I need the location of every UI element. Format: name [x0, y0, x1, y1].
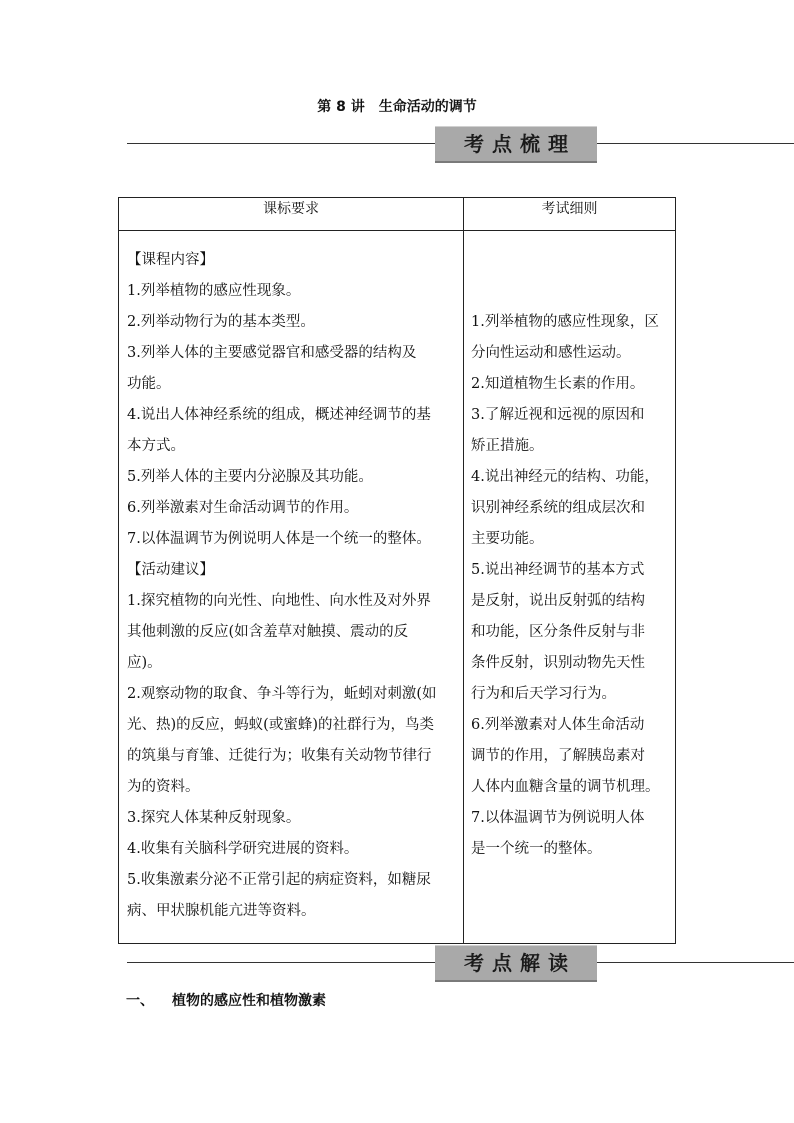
- curriculum-line: 4.收集有关脑科学研究进展的资料。: [127, 841, 359, 857]
- exam-detail-line: 调节的作用，了解胰岛素对: [471, 748, 645, 764]
- exam-detail-line: 7.以体温调节为例说明人体: [471, 810, 645, 826]
- curriculum-line: 本方式。: [127, 438, 185, 454]
- exam-detail-line: 4.说出神经元的结构、功能，: [471, 469, 659, 485]
- exam-detail-line: 条件反射，识别动物先天性: [471, 655, 645, 671]
- header-exam-details: 考试细则: [464, 198, 676, 231]
- curriculum-line: 2.观察动物的取食、争斗等行为，蚯蚓对刺激(如: [127, 686, 437, 702]
- curriculum-line: 1.探究植物的向光性、向地性、向水性及对外界: [127, 593, 431, 609]
- curriculum-line: 2.列举动物行为的基本类型。: [127, 314, 315, 330]
- exam-details-list: [464, 231, 675, 865]
- banner-kaodian-jiedu: 考点解读: [435, 945, 597, 982]
- curriculum-line: 其他刺激的反应(如含羞草对触摸、震动的反: [127, 624, 409, 640]
- table-header-row: [119, 198, 676, 231]
- exam-detail-line: 3.了解近视和远视的原因和: [471, 407, 645, 423]
- curriculum-line: 6.列举激素对生命活动调节的作用。: [127, 500, 359, 516]
- exam-detail-line: 行为和后天学习行为。: [471, 686, 616, 702]
- curriculum-line: 5.列举人体的主要内分泌腺及其功能。: [127, 469, 373, 485]
- banner-rule-left-bottom: [127, 962, 435, 963]
- curriculum-line: 7.以体温调节为例说明人体是一个统一的整体。: [127, 531, 431, 547]
- curriculum-line: 应)。: [127, 655, 162, 671]
- curriculum-line: 光、热)的反应，蚂蚁(或蜜蜂)的社群行为，鸟类: [127, 717, 434, 733]
- exam-detail-line: 2.知道植物生长素的作用。: [471, 376, 645, 392]
- page-title: 第 8 讲 生命活动的调节: [317, 99, 477, 115]
- curriculum-line: 病、甲状腺机能亢进等资料。: [127, 903, 316, 919]
- exam-detail-line: 1.列举植物的感应性现象，区: [471, 314, 659, 330]
- curriculum-list: [119, 231, 463, 927]
- section-number: 一、: [126, 993, 154, 1009]
- banner-rule-left-top: [127, 143, 435, 144]
- curriculum-line: 【活动建议】: [127, 562, 214, 578]
- section-heading: [126, 990, 326, 1010]
- banner-rule-right-top: [597, 143, 794, 144]
- exam-detail-line: 分向性运动和感性运动。: [471, 345, 631, 361]
- curriculum-line: 为的资料。: [127, 779, 200, 795]
- curriculum-line: 3.列举人体的主要感觉器官和感受器的结构及: [127, 345, 417, 361]
- curriculum-line: 3.探究人体某种反射现象。: [127, 810, 301, 826]
- banner-kaodian-shuli: 考点梳理: [435, 126, 597, 163]
- exam-detail-line: 矫正措施。: [471, 438, 544, 454]
- exam-detail-line: 是一个统一的整体。: [471, 841, 602, 857]
- exam-detail-line: 识别神经系统的组成层次和: [471, 500, 645, 516]
- exam-detail-line: 和功能，区分条件反射与非: [471, 624, 645, 640]
- curriculum-line: 的筑巢与育雏、迁徙行为；收集有关动物节律行: [127, 748, 432, 764]
- exam-details-cell: [464, 231, 676, 944]
- exam-detail-line: 5.说出神经调节的基本方式: [471, 562, 645, 578]
- header-curriculum: 课标要求: [119, 198, 464, 231]
- banner-rule-right-bottom: [597, 962, 794, 963]
- section-title: 植物的感应性和植物激素: [172, 993, 326, 1009]
- curriculum-line: 【课程内容】: [127, 252, 214, 268]
- table-body-row: [119, 231, 676, 944]
- curriculum-line: 4.说出人体神经系统的组成，概述神经调节的基: [127, 407, 431, 423]
- curriculum-line: 1.列举植物的感应性现象。: [127, 283, 301, 299]
- curriculum-line: 5.收集激素分泌不正常引起的病症资料，如糖尿: [127, 872, 431, 888]
- exam-detail-line: 主要功能。: [471, 531, 544, 547]
- exam-detail-line: 6.列举激素对人体生命活动: [471, 717, 645, 733]
- exam-detail-line: 人体内血糖含量的调节机理。: [471, 779, 660, 795]
- curriculum-cell: [119, 231, 464, 944]
- exam-detail-line: 是反射，说出反射弧的结构: [471, 593, 645, 609]
- requirements-table: [118, 197, 676, 944]
- curriculum-line: 功能。: [127, 376, 171, 392]
